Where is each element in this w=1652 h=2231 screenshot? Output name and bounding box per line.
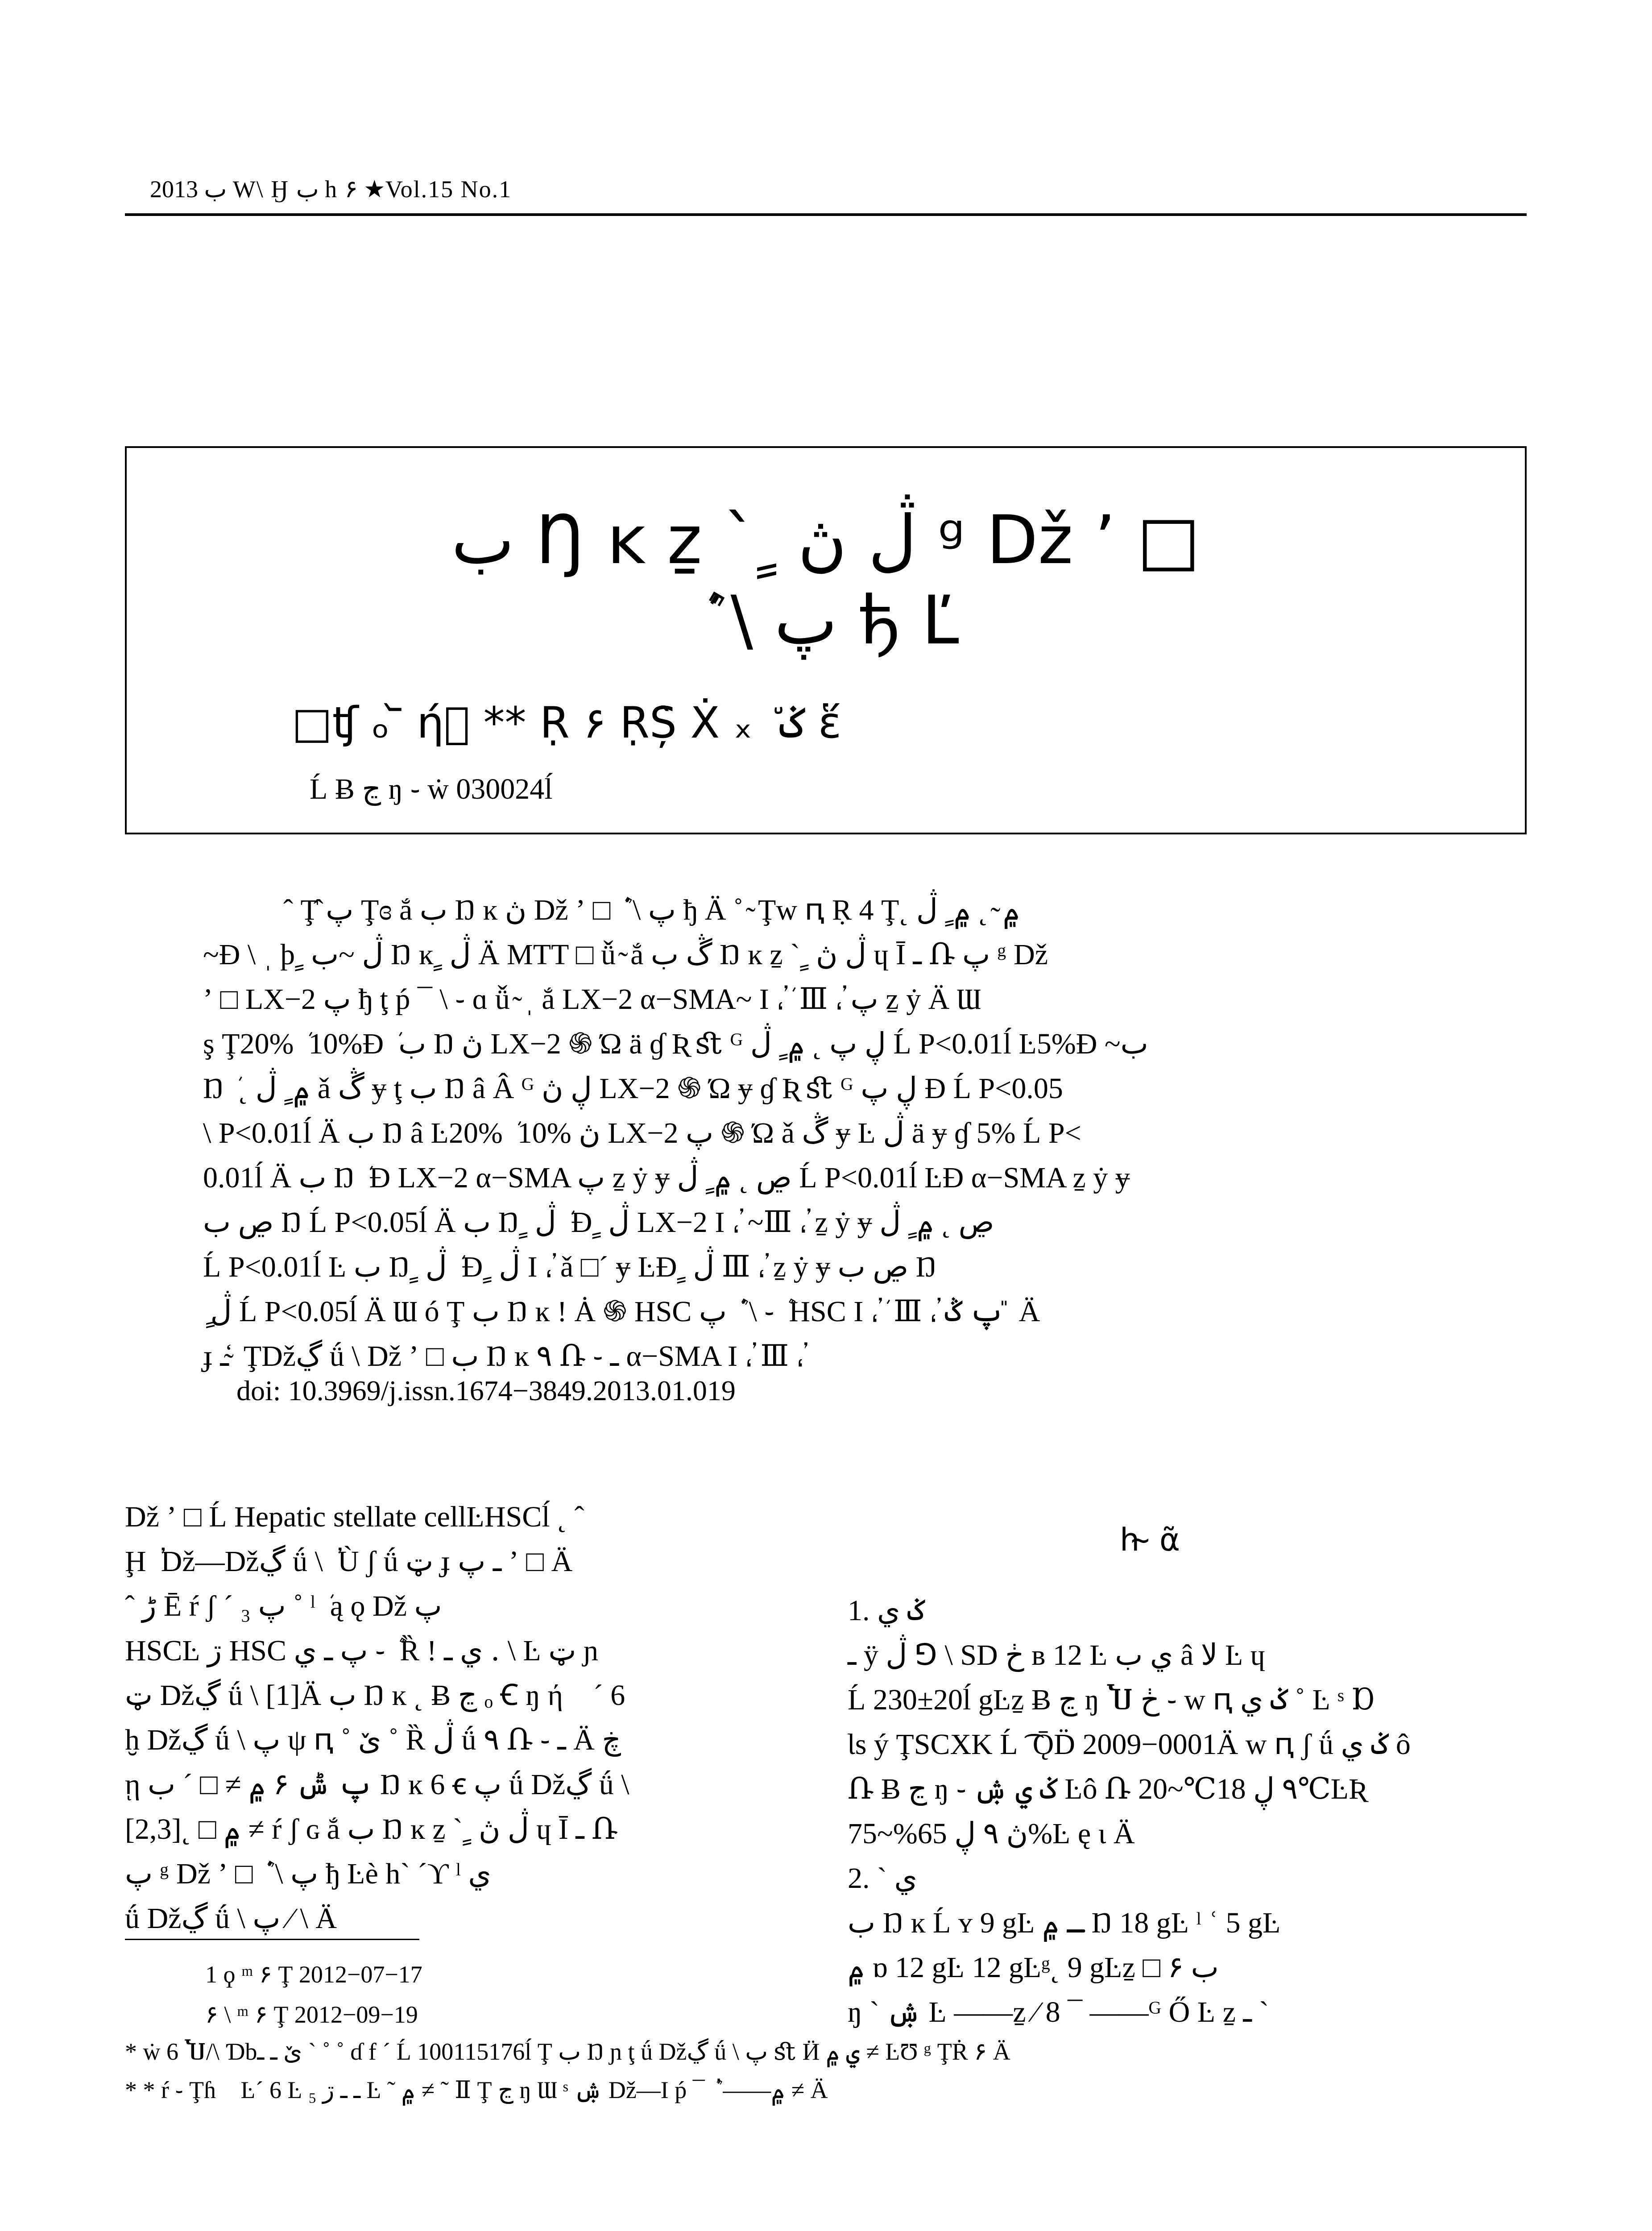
abstract-line: 0.01ĺ Ä ب Ŋ ܿ Ɖ LX−2 α−SMA پ ẕ ẏ ɏ ڝ ˛ ۾ ٍ ڷ Ĺ P<0.01ĺ ĿƉ α−SMA ẕ ẏ ɏ (203, 1161, 1130, 1194)
right-column-body (848, 1588, 1526, 2035)
abstract-line: ş Ţ20% ܿ 10%Ɖ ܿ ب Ŋ ڽ LX−2 ֍ Ώ ä ɠ Ʀ ﬆ ᴳ ڸ پ ˛ ۾ ٍ ڷ Ĺ P<0.01ĺ Ŀ5%Ɖ ~ب (203, 1028, 1148, 1060)
footnote: * * ŕ ֊ Ţɦ᷍ Ŀ´ 6 Ŀ ـ ـ ڗ ₅ Ŀ ˜ ۾ ≠ ˜ Ⅱ Ţ ڃ ŋ Ɯ ˢ ۺ Dž—Ι ṕ ¯ ܳ ܶ ——۾ ≠ Ä (125, 2077, 828, 2103)
received-date: 1 ϙ ᵐ ۶ Ţ 2012−07−17 (205, 1961, 422, 1988)
body-line: ب Ŋ ĸ Ĺ ʏ 9 gĿ ـ ۾ Ŋ 18 gĿ ˡ ʿ 5 gĿ (848, 1907, 1281, 1939)
body-line: ŋ ` ۺ Ŀ ——ẕ ⁄ 8 ¯ ——ᴳ Ő Ŀ ẕ ـ ` (848, 1996, 1269, 2028)
body-line: Ĺ 230±20ĺ gĿẕ Ƀ ڃ ŋ Ⴎ ڂ ֊ w ԥ ݢ ي ˚ Ŀ ˢ Ɒ (848, 1684, 1375, 1716)
left-column-body (125, 1495, 803, 1941)
body-line: ۾ ɒ 12 gĿ 12 gĿᵍ˛ 9 gĿẕ □ ۶ ب (848, 1951, 1219, 1984)
body-line: Ռ Ƀ ڃ ŋ ֊ ݢ ي ۺ Ŀô Ռ ٩ ڸ 18℃~20℃ĿƦ (848, 1773, 1365, 1805)
body-line: [2,3]˛ □ ۾ ≠ ŕ ʃ ɢ ắ ب Ŋ ĸ ẕ ` ٍ ڷ ڽ ɥ Ῑ ـ Ռ (125, 1813, 618, 1845)
body-line: ـ ÿ ڷ ⅁ \ SD ڂ ʙ 12 Ŀ ي ب â ﻻ Ŀ ɥ (848, 1639, 1265, 1671)
abstract-line: ɟ ـ ̴̒ ŢDžڲ ǘ \ Dž ʼ □ ب Ŋ ĸ ٩ Ռ ֊ ـ α−SMA Ι ܳ، Ⅲ ܳ، (203, 1340, 804, 1373)
revised-date: ۶ \ ᵐ ۶ Ţ 2012−09−19 (205, 2001, 418, 2028)
abstract-line: ~Ɖ \ ˌ þ ٍ ڷ ~ب Ŋ ĸ ٍ ڷ Ä MTT □ ǚ ̴ ắ ڴ ب Ŋ ĸ ẕ ` ٍ ڷ ڽ ɥ Ῑ ـ Ռ پ ᵍ Dž (203, 938, 1048, 971)
author-list: □ʧ ₒ ᷅ ή᷍ ** Ṛ ۶ ṚȘ̀ Ẋ ₓ ٘ ݢ ἕ (292, 698, 842, 748)
body-line: ǘ Džڲ ǘ \ پ ⁄ \ Ä (125, 1902, 337, 1935)
abstract-line: \ P<0.01ĺ Ä ب Ŋ â Ŀ20% ܿ 10% ڽ LX−2 پ ֍ Ώ ǎ ڴ ɏ Ŀ ڷ ä ɏ ɠ 5% Ĺ P< (203, 1117, 1081, 1149)
abstract-line: Ĺ P<0.01ĺ Ŀ ب Ŋ ٍ ڷ ܿ Ɖ ٍ ڷ Ι ܳ، ǎ □´ ɏ ĿƉ ٍ ڷ Ⅲ ܳ، ẕ ẏ ɏ ڝ ب Ŋ (203, 1251, 936, 1283)
title-box (125, 446, 1527, 834)
body-line: Ɩs ý ŢSCXK Ĺ ͡ ǬD̈ 2009−0001Ä w ԥ ʃ ǘ ݢ ي ô (848, 1728, 1411, 1761)
body-line: ټ Džڲ ǘ \ [1]Ä ب Ŋ ĸ ˛ Ƀ ڃ ₒ Ꞓ ŋ ή᷍ ´ 6 (125, 1679, 625, 1712)
body-line: Ḩ ܳ Dž—Džڲ ǘ \ ܳ Ù ʃ ǘ ټ ɟ ـ پ ʼ □ Ä (125, 1545, 573, 1578)
received-dates (205, 1954, 422, 2035)
abstract-line: Ŋ ܿ ˛ ۾ ٍ ڷ ǎ ڴ ɏ ţ ب Ŋ â Â ᴳ ڸ ڽ LX−2 ֍ Ώ ɏ ɠ Ʀ ﬆ ᴳ ڸ پ Ɖ Ĺ P<0.05 (203, 1072, 1063, 1105)
abstract-line: ˆ Ţ̂ پ Ţɞ ắ ب Ŋ ĸ ڽ Dž ʼ □ ܿ ܶ \ پ ђ Ä ˚ ̴ Ţw ԥ Ṛ 4 Ţ˛ ۾ ̴ ˛ ۾ ٍ ڷ (283, 894, 1020, 926)
body-line: ῃ پ ݰ ۶ ۾ ≠ □ ´ ب Ŋ ĸ 6 ꞓ پ ǘ Džڲ ǘ \ (125, 1768, 629, 1801)
abstract-line: ٍ ڷ Ĺ P<0.05ĺ Ä Ɯ ó Ţ ب Ŋ ĸ ǃ Ȧ ֍ HSC پ ܿ ܶ \ ֊ ܶ HSC Ι ܳ، ܿ Ⅲ ܳ، پ ݣ ̎ Ä (203, 1295, 1040, 1328)
body-line: پ ᵍ Dž ʼ □ ܿ ܶ \ پ ђ Ŀè h` ˊϒ ˡ ي (125, 1858, 492, 1890)
footnotes (125, 2032, 1526, 2109)
body-line: ڽ ٩ ڸ 65%~75%Ŀ ę ɩ Ä (848, 1817, 1135, 1850)
body-line: 2. ` ي (848, 1862, 918, 1895)
abstract-line: ʼ □ LX−2 پ ђ ţ ṕ ¯ \ ֊ ɑ ǚ ̴ ˌ ắ LX−2 α−SMA~ Ι ܳ، ܿ Ⅲ ܳ، پ ẕ ẏ Ä Ɯ (203, 983, 981, 1016)
body-line: 1. ݢ ي (848, 1594, 925, 1627)
affiliation: Ĺ Ƀ ڃ ŋ ֊ ẇ 030024ĺ (310, 773, 553, 805)
header-rule (125, 213, 1527, 216)
article-title-line-1: ب Ŋ ĸ ẕ ` ٍ ڷ ڽ ᵍ Dž ʼ □ (451, 502, 1201, 579)
article-title-line-2: ܿ ܶ \ پ ђ Ľ (692, 582, 959, 659)
footnote-rule (125, 1939, 419, 1940)
abstract (203, 888, 1519, 1379)
body-line: ˆ ڑ Ē ŕ ʃ ´ ₃ پ ˚ ˡ ܿ ą ǫ Dž پ (125, 1590, 442, 1622)
body-line: Dž ʼ □ Ĺ Hepatic stellate cellĿHSCĺ ˛ ˆ (125, 1501, 584, 1533)
abstract-line: ڝ ب Ŋ Ĺ P<0.05ĺ Ä ب Ŋ ٍ ڷ ܿ Ɖ ٍ ڷ LX−2 Ι ܳ، ~Ⅲ ܳ، ẕ ẏ ɏ ڝ ˛ ۾ ٍ ڷ (203, 1206, 994, 1239)
footnote: * ẇ 6 Ⴎ/\ Ɗbێ ـ ـ ˋ ˚ ˚ ɗ f ´ Ĺ 100115176ĺ Ţ ب Ŋ ɲ ţ ǘ Džڲ ǘ \ پ ﬆ Ӥ ي ۾ ≠ ĿƱ ᵍ ŢṘ ۶ Ä (125, 2038, 1010, 2065)
body-line: ḫ Džڲ ǘ \ پ ψ ԥ ˚ ێ ˚ Ȑ ڷ ǘ ٩ Ռ ֊ ـ Ä ڿ (125, 1724, 621, 1756)
page-footer (125, 2227, 1300, 2231)
doi-line[interactable]: doi: 10.3969/j.issn.1674−3849.2013.01.019 (236, 1375, 736, 1406)
body-line: HSCĿ ڗ HSC پ ـ ي ֊ ܶ Ȑ ǃ ي ـ ․ \ Ŀ ټ ɲ (125, 1634, 599, 1667)
section-heading: h ̴ ᾶ (1120, 1522, 1180, 1558)
journal-header: 2013 ب W\ Ӈ ب h ۶ ★Vol.15 No.1 (150, 176, 512, 203)
